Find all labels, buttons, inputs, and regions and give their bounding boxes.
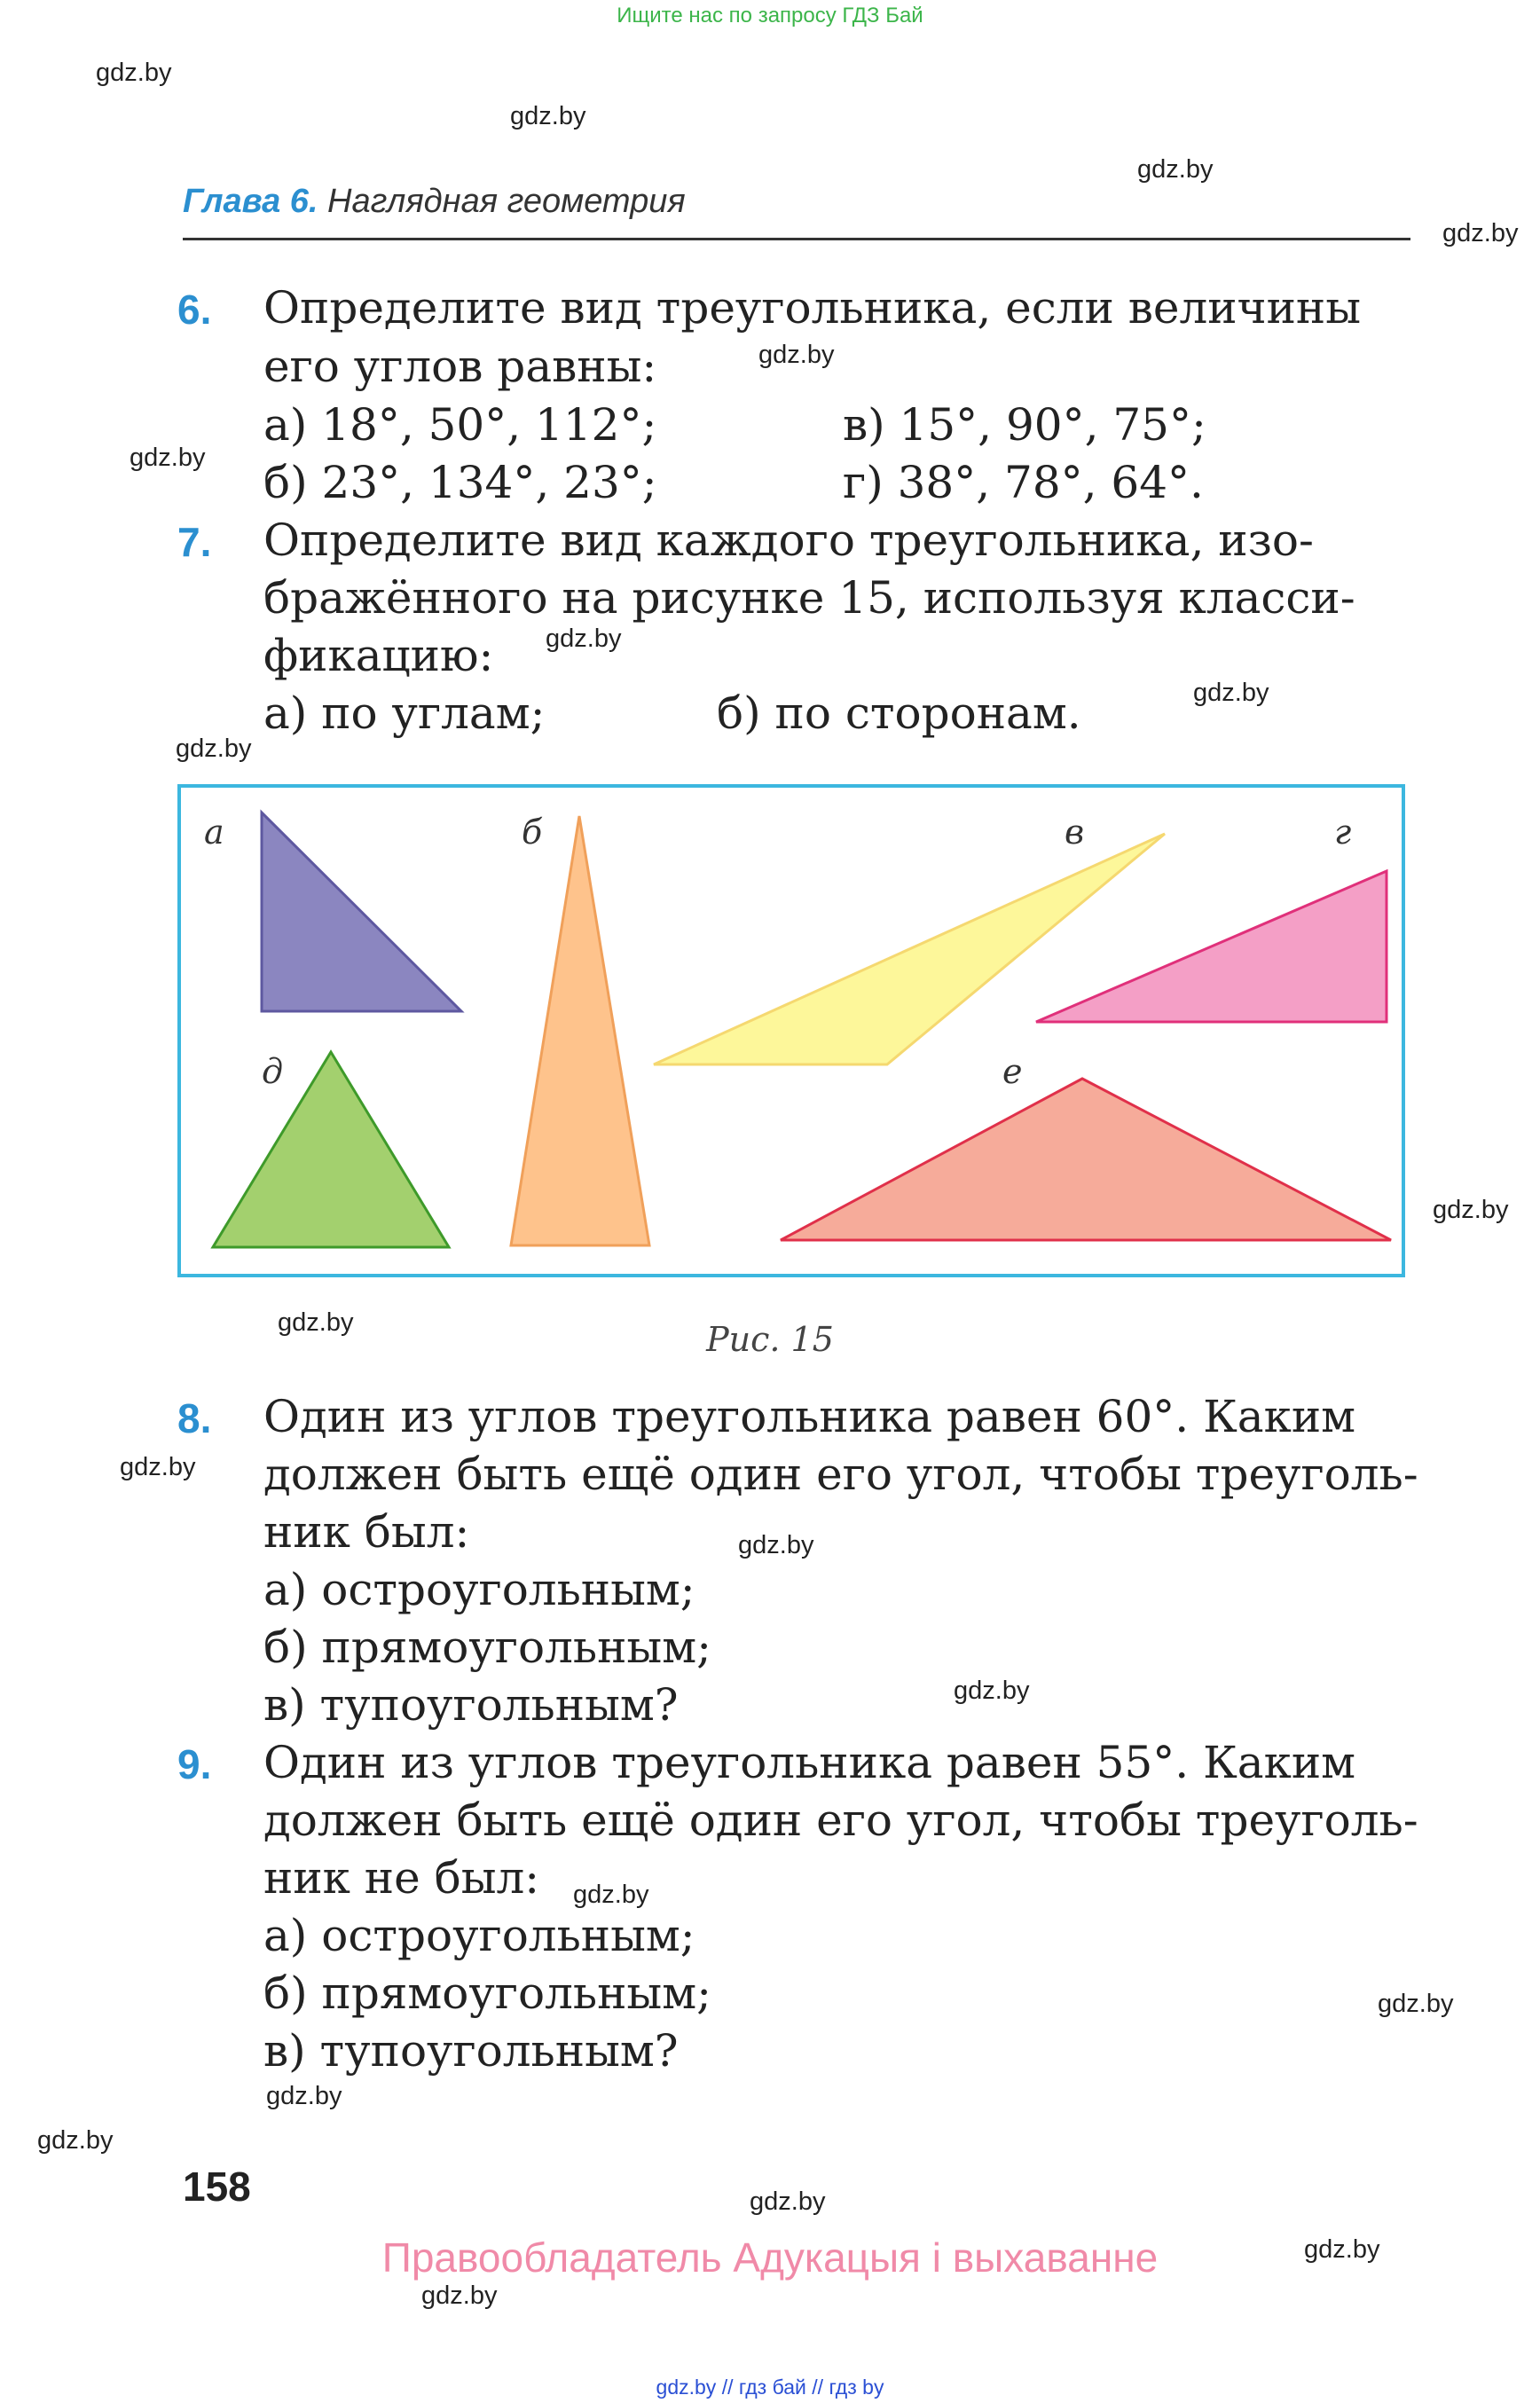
rights-holder-notice: Правообладатель Адукацыя і выхаванне: [381, 2234, 1159, 2281]
watermark: gdz.by: [1193, 679, 1269, 707]
problem-8-text-line-2: должен быть ещё один его угол, чтобы треуголь-: [263, 1449, 1418, 1500]
problem-8-text-line-3: ник был:: [263, 1506, 470, 1558]
problem-9-text-line-3: ник не был:: [263, 1852, 540, 1904]
bottom-links: [0, 2376, 1540, 2399]
bottom-link[interactable]: gdz.by: [656, 2376, 717, 2399]
problem-7-number: 7.: [177, 519, 212, 565]
problem-8-option-v: в) тупоугольным?: [263, 1679, 679, 1731]
bottom-link-separator: //: [812, 2376, 824, 2399]
problem-7-text-line-3: фикацию:: [263, 630, 494, 681]
watermark: gdz.by: [266, 2082, 342, 2110]
triangle-d: [213, 1052, 449, 1247]
problem-9-option-v: в) тупоугольным?: [263, 2025, 679, 2077]
watermark: gdz.by: [1304, 2235, 1380, 2264]
problem-7-text-line-1: Определите вид каждого треугольника, изо-: [263, 514, 1314, 566]
figure-15-triangles: [177, 784, 1405, 1277]
bottom-link[interactable]: гдз бай: [738, 2376, 806, 2399]
figure-label-e: е: [1002, 1052, 1023, 1091]
problem-7-text-line-2: бражённого на рисунке 15, используя класси-: [263, 572, 1355, 624]
watermark: gdz.by: [130, 444, 206, 472]
watermark: gdz.by: [120, 1453, 196, 1481]
problem-6-option-v: в) 15°, 90°, 75°;: [843, 399, 1206, 451]
problem-9-text-line-2: должен быть ещё один его угол, чтобы треуголь-: [263, 1794, 1418, 1846]
figure-label-v: в: [1065, 813, 1085, 852]
watermark: gdz.by: [758, 341, 835, 369]
problem-6-option-b: б) 23°, 134°, 23°;: [263, 457, 657, 508]
watermark: gdz.by: [278, 1308, 354, 1337]
problem-9-number: 9.: [177, 1741, 212, 1787]
triangle-e: [781, 1079, 1391, 1240]
watermark: gdz.by: [573, 1881, 649, 1909]
watermark: gdz.by: [1433, 1196, 1509, 1224]
watermark: gdz.by: [1442, 219, 1519, 247]
watermark: gdz.by: [750, 2187, 826, 2216]
bottom-link-separator: //: [721, 2376, 734, 2399]
watermark: gdz.by: [738, 1531, 814, 1559]
problem-6-text-line-2: его углов равны:: [263, 341, 657, 392]
watermark: gdz.by: [1137, 155, 1214, 184]
problem-6-option-g: г) 38°, 78°, 64°.: [843, 457, 1204, 508]
watermark: gdz.by: [421, 2281, 498, 2310]
problem-8-text-line-1: Один из углов треугольника равен 60°. Каким: [263, 1391, 1356, 1442]
problem-7-option-b: б) по сторонам.: [717, 687, 1081, 739]
watermark: gdz.by: [37, 2126, 114, 2155]
problem-7-option-a: а) по углам;: [263, 687, 546, 739]
bottom-link[interactable]: гдз by: [829, 2376, 884, 2399]
problem-6-text-line-1: Определите вид треугольника, если величины: [263, 282, 1362, 334]
chapter-header: [183, 183, 686, 221]
chapter-title: Наглядная геометрия: [327, 183, 686, 220]
figure-label-g: г: [1334, 813, 1352, 852]
watermark: gdz.by: [96, 59, 172, 87]
watermark: gdz.by: [176, 734, 252, 763]
problem-6-number: 6.: [177, 287, 212, 333]
problem-8-option-b: б) прямоугольным;: [263, 1622, 711, 1673]
figure-label-a: а: [204, 813, 224, 852]
triangle-a: [262, 813, 461, 1011]
problem-8-number: 8.: [177, 1395, 212, 1441]
triangle-b: [511, 816, 649, 1245]
page-number: 158: [183, 2163, 251, 2210]
problem-6-option-a: а) 18°, 50°, 112°;: [263, 399, 657, 451]
problem-9-option-a: а) остроугольным;: [263, 1910, 695, 1961]
watermark: gdz.by: [546, 624, 622, 653]
top-banner: Ищите нас по запросу ГДЗ Бай: [617, 4, 923, 27]
chapter-label: Глава 6.: [183, 183, 318, 220]
chapter-divider: [183, 238, 1410, 240]
watermark: gdz.by: [1378, 1990, 1454, 2018]
problem-9-option-b: б) прямоугольным;: [263, 1967, 711, 2019]
problem-9-text-line-1: Один из углов треугольника равен 55°. Каким: [263, 1737, 1356, 1788]
watermark: gdz.by: [954, 1677, 1030, 1705]
figure-label-b: б: [522, 813, 543, 852]
triangle-v: [654, 834, 1165, 1064]
watermark: gdz.by: [510, 102, 586, 130]
figure-caption: Рис. 15: [706, 1320, 834, 1359]
problem-8-option-a: а) остроугольным;: [263, 1564, 695, 1615]
figure-label-d: д: [262, 1052, 284, 1091]
